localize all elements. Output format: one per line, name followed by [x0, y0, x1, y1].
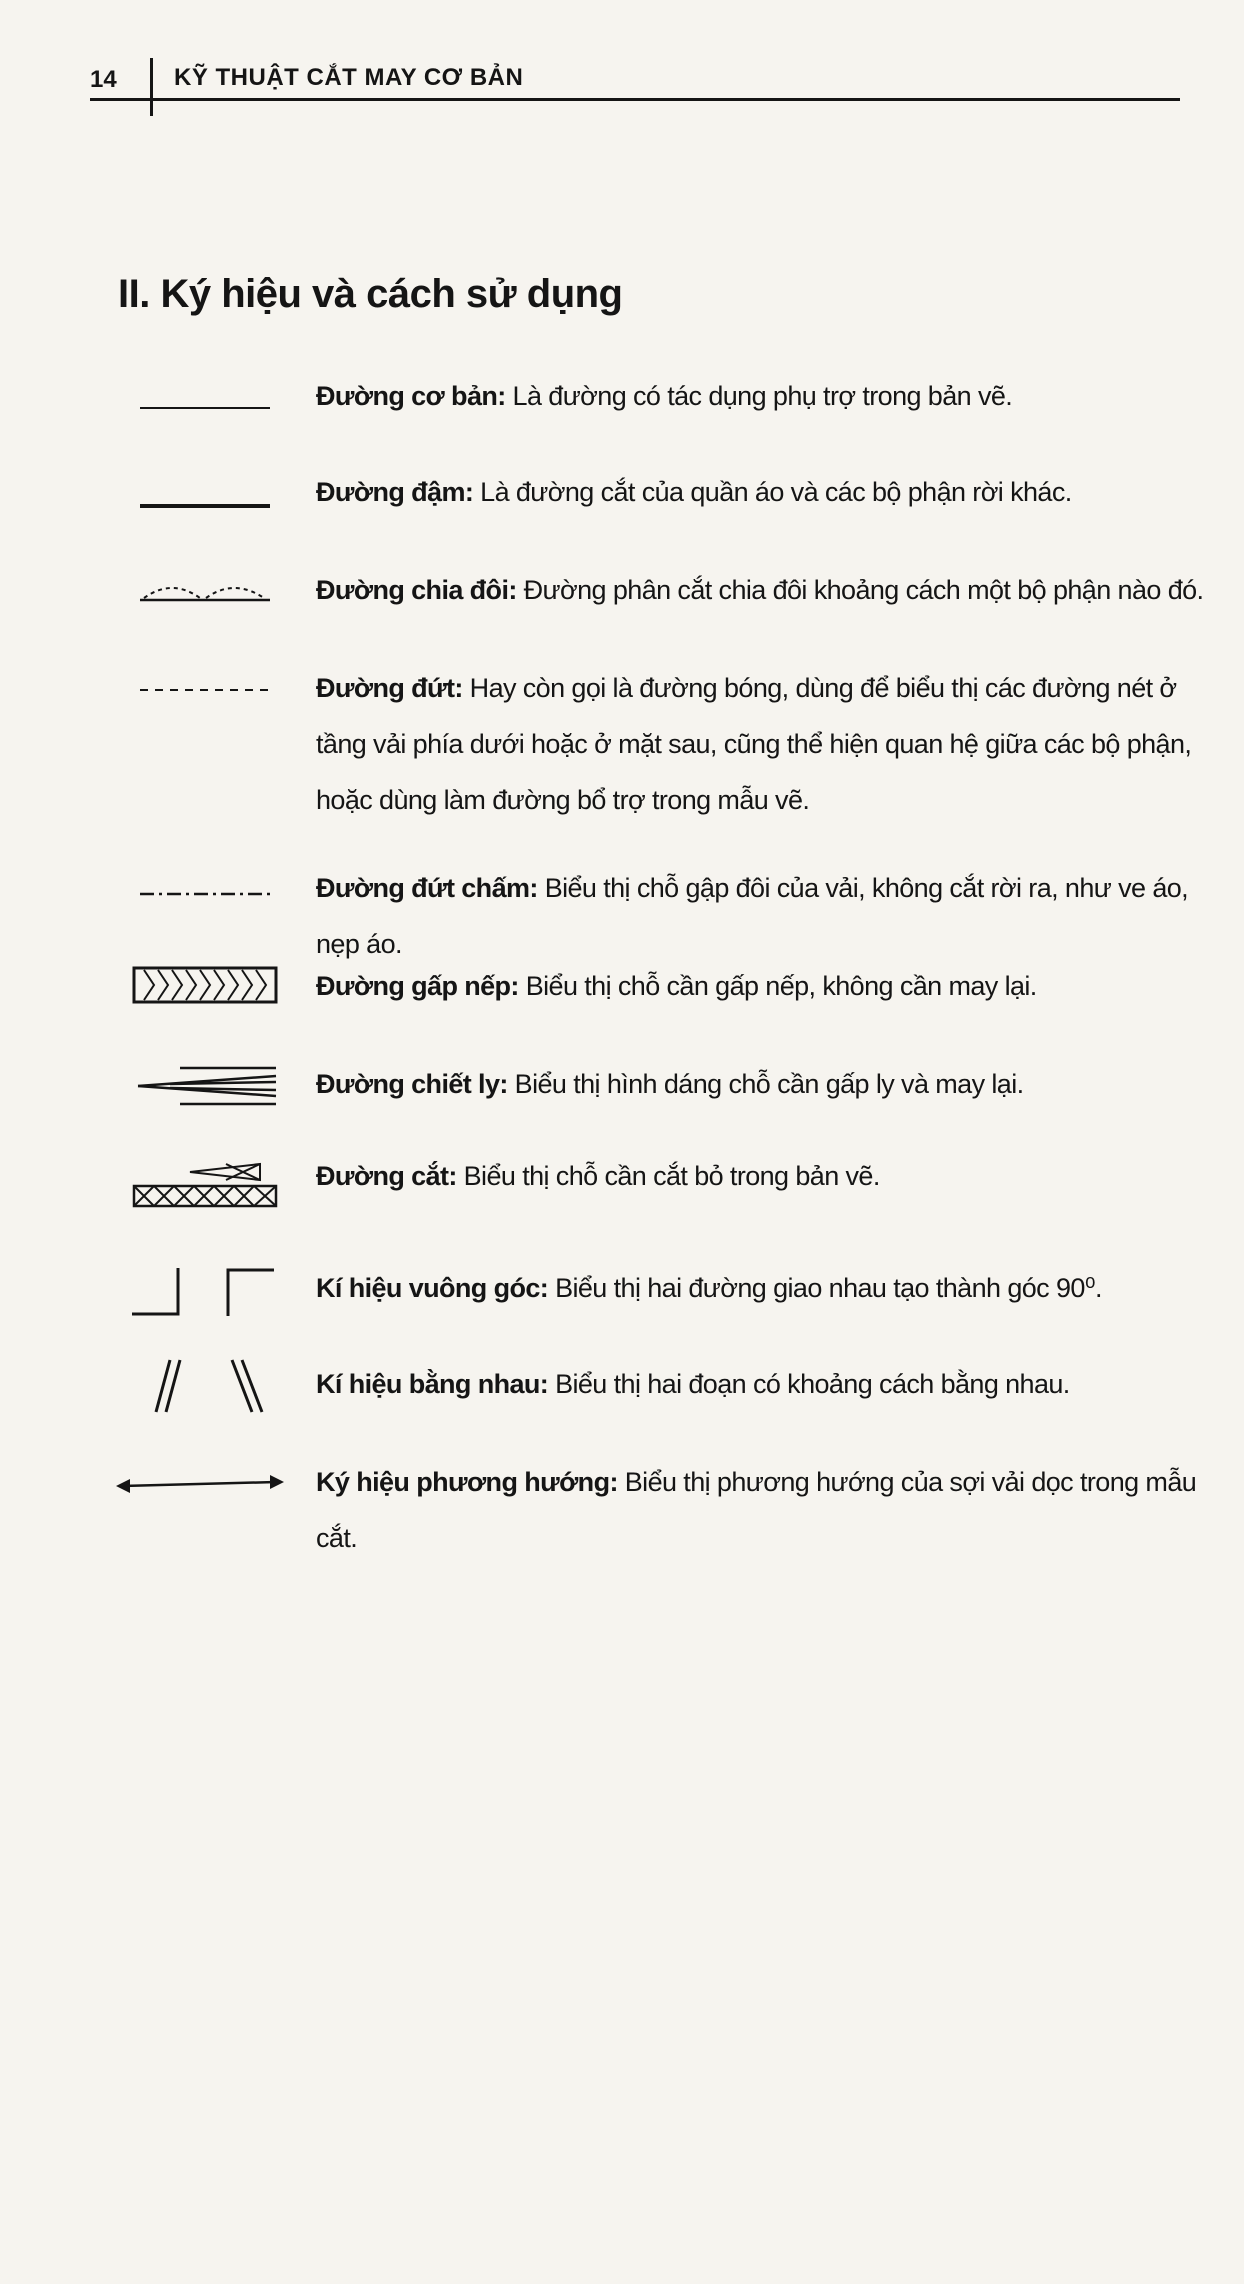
symbol-description — [316, 1356, 1216, 1412]
symbol-term: Kí hiệu vuông góc: — [316, 1273, 549, 1303]
dashed-line-icon — [130, 660, 280, 720]
dash-dot-line-icon — [130, 860, 280, 920]
symbol-description — [316, 958, 1216, 1014]
thin-line-icon — [130, 368, 280, 428]
cut-line-icon — [130, 1154, 280, 1214]
symbol-term: Đường đứt chấm: — [316, 873, 538, 903]
symbol-description — [316, 1260, 1216, 1316]
symbol-term: Đường đậm: — [316, 477, 474, 507]
symbol-definition: Biểu thị chỗ cần cắt bỏ trong bản vẽ. — [456, 1161, 880, 1191]
symbol-description — [316, 1148, 1216, 1204]
symbol-description — [316, 368, 1216, 424]
bold-line-icon — [130, 464, 280, 524]
symbol-description — [316, 464, 1216, 520]
symbol-description — [316, 562, 1216, 618]
header-divider — [150, 58, 153, 116]
symbol-definition: Đường phân cắt chia đôi khoảng cách một bộ phận nào đó. — [516, 575, 1204, 605]
page-number: 14 — [90, 66, 117, 93]
symbol-term: Đường cơ bản: — [316, 381, 506, 411]
symbol-definition: Biểu thị hình dáng chỗ cần gấp ly và may lại. — [507, 1069, 1024, 1099]
symbol-term: Đường gấp nếp: — [316, 971, 519, 1001]
symbol-description — [316, 1056, 1216, 1112]
symbol-description — [316, 660, 1216, 828]
header-rule — [90, 98, 1180, 101]
symbol-definition: Biểu thị chỗ cần gấp nếp, không cần may lại. — [518, 971, 1037, 1001]
direction-arrow-icon — [112, 1454, 288, 1514]
symbol-definition: Biểu thị chỗ gập đôi của vải, không cắt rời ra, như ve áo, nẹp áo. — [316, 873, 1189, 959]
symbol-definition: Biểu thị hai đoạn có khoảng cách bằng nhau. — [548, 1369, 1070, 1399]
equal-marks-icon — [130, 1356, 280, 1416]
symbol-definition: Biểu thị phương hướng của sợi vải dọc trong mẫu cắt. — [316, 1467, 1197, 1553]
symbol-description — [316, 1454, 1216, 1566]
right-angle-icon — [130, 1260, 280, 1320]
symbol-term: Đường đứt: — [316, 673, 463, 703]
running-title: KỸ THUẬT CẮT MAY CƠ BẢN — [174, 64, 524, 91]
page-header — [90, 58, 1180, 108]
symbol-definition: Hay còn gọi là đường bóng, dùng để biểu thị các đường nét ở tầng vải phía dưới hoặc ở mặt sau, cũng thể hiện quan hệ giữa các bộ phận, hoặc dùng làm đường bổ trợ trong mẫu vẽ. — [316, 673, 1192, 815]
half-divide-line-icon — [130, 562, 280, 622]
symbol-term: Đường cắt: — [316, 1161, 457, 1191]
symbol-description — [316, 860, 1216, 972]
symbol-definition: Biểu thị hai đường giao nhau tạo thành góc 90⁰. — [548, 1273, 1102, 1303]
fold-pleat-icon — [130, 958, 280, 1018]
symbol-term: Kí hiệu bằng nhau: — [316, 1369, 549, 1399]
symbol-term: Đường chiết ly: — [316, 1069, 508, 1099]
symbol-term: Đường chia đôi: — [316, 575, 517, 605]
section-heading: II. Ký hiệu và cách sử dụng — [118, 272, 623, 316]
symbol-definition: Là đường cắt của quần áo và các bộ phận rời khác. — [473, 477, 1072, 507]
dart-icon — [130, 1056, 280, 1116]
symbol-definition: Là đường có tác dụng phụ trợ trong bản vẽ. — [505, 381, 1013, 411]
symbol-term: Ký hiệu phương hướng: — [316, 1467, 618, 1497]
